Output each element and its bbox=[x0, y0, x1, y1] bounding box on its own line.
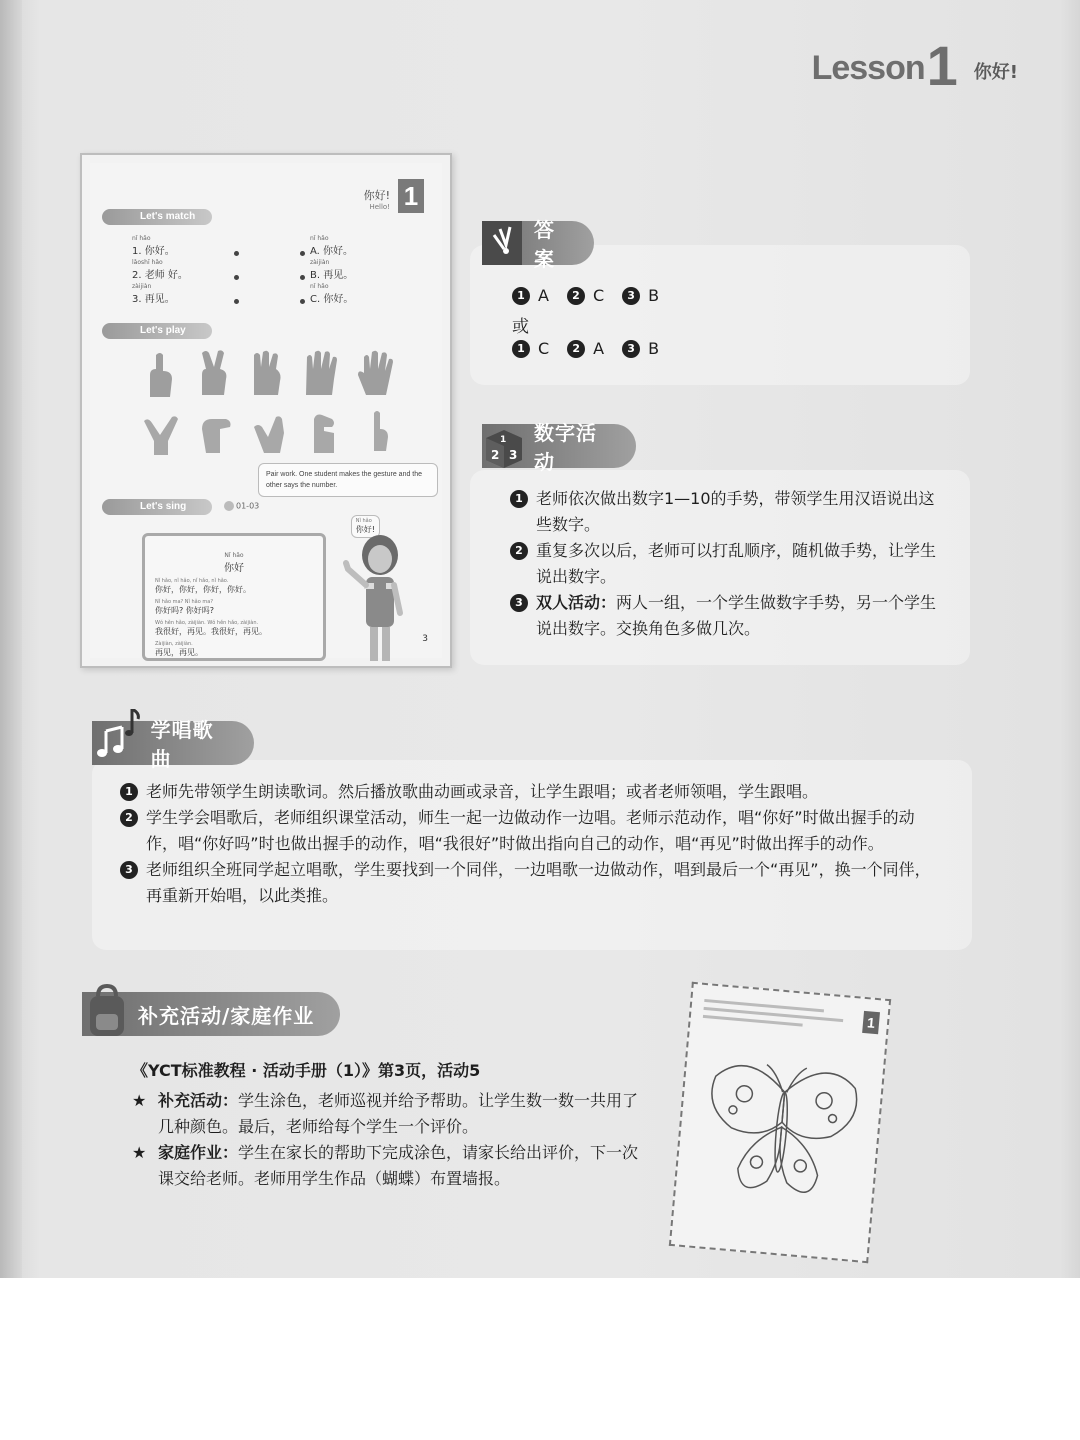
answers-icon bbox=[482, 221, 528, 265]
answer-value: A bbox=[593, 339, 605, 358]
item-text: 学生涂色，老师巡视并给予帮助。让学生数一数一共用了几种颜色。最后，老师给每个学生一个评价。 bbox=[158, 1091, 639, 1136]
thumbnail-hello bbox=[364, 187, 390, 211]
number-badge: 3 bbox=[622, 287, 640, 305]
item-text: 老师组织全班同学起立唱歌，学生要找到一个同伴，一边唱歌一边做动作，唱到最后一个“再见”，换一个同伴，再重新开始唱，以此类推。 bbox=[146, 860, 931, 905]
match-text: 1. 你好。 bbox=[132, 246, 175, 257]
item-bold-label: 双人活动： bbox=[536, 593, 617, 612]
match-dot bbox=[300, 299, 305, 304]
list-item bbox=[120, 805, 940, 857]
hand-gesture-icon bbox=[250, 409, 290, 457]
item-text: 学生在家长的帮助下完成涂色，请家长给出评价，下一次课交给老师。老师用学生作品（蝴蝶）布置墙报。 bbox=[158, 1143, 639, 1188]
list-item bbox=[132, 1140, 652, 1192]
item-text: 重复多次以后，老师可以打乱顺序，随机做手势，让学生说出数字。 bbox=[536, 541, 937, 586]
lesson-word: Lesson bbox=[811, 49, 925, 87]
thumbnail-hello-en: Hello! bbox=[369, 203, 390, 211]
pinyin: nǐ hǎo bbox=[310, 235, 329, 242]
song-line bbox=[155, 641, 323, 658]
list-item bbox=[510, 486, 940, 538]
list-item bbox=[510, 538, 940, 590]
sing-track bbox=[224, 501, 259, 511]
song-line-pinyin: Wǒ hěn hǎo, zàijiàn. Wǒ hěn hǎo, zàijiàn. bbox=[155, 620, 259, 626]
song-header bbox=[92, 718, 254, 771]
match-text: C. 你好。 bbox=[310, 294, 354, 305]
answer-value: C bbox=[592, 286, 605, 305]
hand-gesture-icon bbox=[304, 409, 344, 457]
number-badge: 1 bbox=[510, 490, 528, 508]
homework-title: 补充活动/家庭作业 bbox=[138, 1003, 315, 1028]
match-dot bbox=[234, 251, 239, 256]
hand-gesture-icon bbox=[302, 349, 342, 397]
audio-icon bbox=[224, 501, 234, 511]
thumbnail-inner bbox=[90, 163, 442, 658]
answer-value: C bbox=[538, 339, 550, 358]
book-reference: 《YCT标准教程 · 活动手册（1）》第3页，活动5 bbox=[132, 1061, 481, 1080]
list-item bbox=[120, 857, 940, 909]
butterfly-icon bbox=[693, 1045, 868, 1238]
song-line-text: 我很好，再见。我很好，再见。 bbox=[155, 627, 267, 636]
item-bold-label: 补充活动： bbox=[158, 1091, 239, 1110]
sing-track-text: 01-03 bbox=[236, 501, 260, 511]
match-left-3 bbox=[132, 283, 175, 305]
song-line bbox=[155, 599, 323, 616]
item-bold-label: 家庭作业： bbox=[158, 1143, 239, 1162]
svg-text:1: 1 bbox=[500, 435, 507, 445]
blank-area bbox=[0, 1278, 1080, 1440]
lesson-header bbox=[811, 34, 1018, 97]
number-activity-header bbox=[482, 421, 636, 474]
thumbnail-hello-text: 你好! bbox=[363, 189, 390, 202]
sing-ribbon bbox=[102, 499, 212, 515]
match-right-2 bbox=[310, 259, 353, 281]
song-line-text: 你好吗? 你好吗? bbox=[155, 606, 215, 615]
answers-title: 答案 bbox=[534, 218, 555, 271]
match-text: 3. 再见。 bbox=[132, 294, 175, 305]
match-text: 2. 老师 好。 bbox=[132, 270, 188, 281]
girl-illustration bbox=[340, 533, 420, 663]
pinyin: zàijiàn bbox=[310, 259, 330, 266]
item-text: 学生学会唱歌后，老师组织课堂活动，师生一起一边做动作一边唱。老师示范动作，唱“你好”时做出握手的动作，唱“你好吗”时也做出握手的动作，唱“我很好”时做出指向自己的动作，唱“再见”时做出挥手的动作。 bbox=[146, 808, 915, 853]
answer-or: 或 bbox=[512, 317, 529, 337]
hand-gesture-icon bbox=[248, 349, 288, 397]
number-badge: 1 bbox=[512, 340, 530, 358]
textbook-thumbnail bbox=[80, 153, 452, 668]
pinyin: nǐ hǎo bbox=[132, 235, 151, 242]
hand-gesture-icon bbox=[356, 349, 396, 397]
answer-value: B bbox=[648, 286, 660, 305]
number-badge: 3 bbox=[622, 340, 640, 358]
play-ribbon: Let's play bbox=[102, 323, 212, 339]
number-badge: 1 bbox=[512, 287, 530, 305]
song-line-text: 你好，你好，你好，你好。 bbox=[155, 585, 251, 594]
number-badge: 3 bbox=[120, 861, 138, 879]
pinyin: lǎoshī hǎo bbox=[132, 259, 163, 266]
pair-work-bubble: Pair work. One student makes the gesture and the other says the number. bbox=[258, 463, 438, 497]
lesson-title: 你好! bbox=[973, 62, 1018, 83]
song-box bbox=[142, 533, 326, 661]
match-dot bbox=[300, 275, 305, 280]
match-text: B. 再见。 bbox=[310, 270, 354, 281]
hand-gesture-icon bbox=[358, 407, 398, 455]
homework-list bbox=[132, 1088, 652, 1192]
svg-text:2: 2 bbox=[491, 448, 500, 462]
number-badge: 2 bbox=[510, 542, 528, 560]
homework-header bbox=[82, 992, 340, 1036]
number-badge: 2 bbox=[567, 287, 585, 305]
match-ribbon: Let's match bbox=[102, 209, 212, 225]
pinyin: zàijiàn bbox=[132, 283, 152, 290]
list-item bbox=[132, 1088, 652, 1140]
song-line-pinyin: Nǐ hǎo, nǐ hǎo, nǐ hǎo, nǐ hǎo. bbox=[155, 578, 229, 584]
answers-header bbox=[482, 218, 594, 271]
dice-icon bbox=[482, 424, 528, 468]
hand-gesture-icon bbox=[196, 409, 236, 457]
song-line bbox=[155, 578, 323, 595]
number-activity-title: 数字活动 bbox=[534, 421, 597, 474]
song-line-text: 再见，再见。 bbox=[155, 648, 203, 657]
sing-label: Let's sing bbox=[140, 501, 187, 512]
lesson-number: 1 bbox=[926, 34, 958, 97]
girl-speech-text: 你好! bbox=[355, 525, 375, 534]
song-line-pinyin: Zàijiàn, zàijiàn. bbox=[155, 641, 193, 647]
item-text: 两人一组，一个学生做数字手势，另一个学生说出数字。交换角色多做几次。 bbox=[536, 593, 937, 638]
hand-gesture-icon bbox=[140, 351, 180, 399]
match-left-2 bbox=[132, 259, 188, 281]
song-line-pinyin: Nǐ hǎo ma? Nǐ hǎo ma? bbox=[155, 599, 213, 605]
list-item bbox=[510, 590, 940, 642]
item-text: 老师依次做出数字1—10的手势，带领学生用汉语说出这些数字。 bbox=[536, 489, 935, 534]
answer-line-2 bbox=[512, 339, 677, 358]
worksheet-lesson-tab: 1 bbox=[862, 1011, 880, 1034]
song-line bbox=[155, 620, 323, 637]
song-title: 学唱歌曲 bbox=[150, 718, 214, 771]
match-text: A. 你好。 bbox=[310, 246, 354, 257]
hand-gesture-icon bbox=[194, 349, 234, 397]
answer-line-1 bbox=[512, 286, 677, 305]
match-right-1 bbox=[310, 235, 353, 257]
match-dot bbox=[234, 275, 239, 280]
backpack-icon bbox=[82, 992, 128, 1036]
girl-speech-pinyin: Nǐ hǎo bbox=[355, 518, 372, 524]
hand-gesture-icon bbox=[142, 411, 182, 459]
number-badge: 1 bbox=[120, 783, 138, 801]
worksheet-text-lines bbox=[702, 999, 844, 1035]
answer-value: B bbox=[648, 339, 660, 358]
song-title bbox=[145, 552, 323, 574]
match-dot bbox=[300, 251, 305, 256]
list-item bbox=[120, 779, 940, 805]
match-dot bbox=[234, 299, 239, 304]
song-list bbox=[120, 779, 940, 909]
thumbnail-lesson-tab: 1 bbox=[398, 179, 424, 213]
match-right-3 bbox=[310, 283, 353, 305]
worksheet-thumbnail bbox=[669, 982, 891, 1263]
song-title-text: 你好 bbox=[224, 563, 244, 574]
star-icon: ★ bbox=[132, 1143, 147, 1162]
thumbnail-page-number: 3 bbox=[422, 634, 428, 644]
answer-value: A bbox=[538, 286, 549, 305]
match-left-1 bbox=[132, 235, 175, 257]
number-badge: 2 bbox=[567, 340, 585, 358]
number-activity-list bbox=[510, 486, 940, 642]
book-spine bbox=[0, 0, 22, 1278]
music-note-icon bbox=[92, 721, 137, 765]
pinyin: nǐ hǎo bbox=[310, 283, 329, 290]
number-badge: 3 bbox=[510, 594, 528, 612]
number-badge: 2 bbox=[120, 809, 138, 827]
song-title-pinyin: Nǐ hǎo bbox=[224, 552, 244, 559]
item-text: 老师先带领学生朗读歌词。然后播放歌曲动画或录音，让学生跟唱；或者老师领唱，学生跟唱。 bbox=[146, 782, 819, 801]
svg-text:3: 3 bbox=[509, 448, 518, 462]
star-icon: ★ bbox=[132, 1091, 147, 1110]
